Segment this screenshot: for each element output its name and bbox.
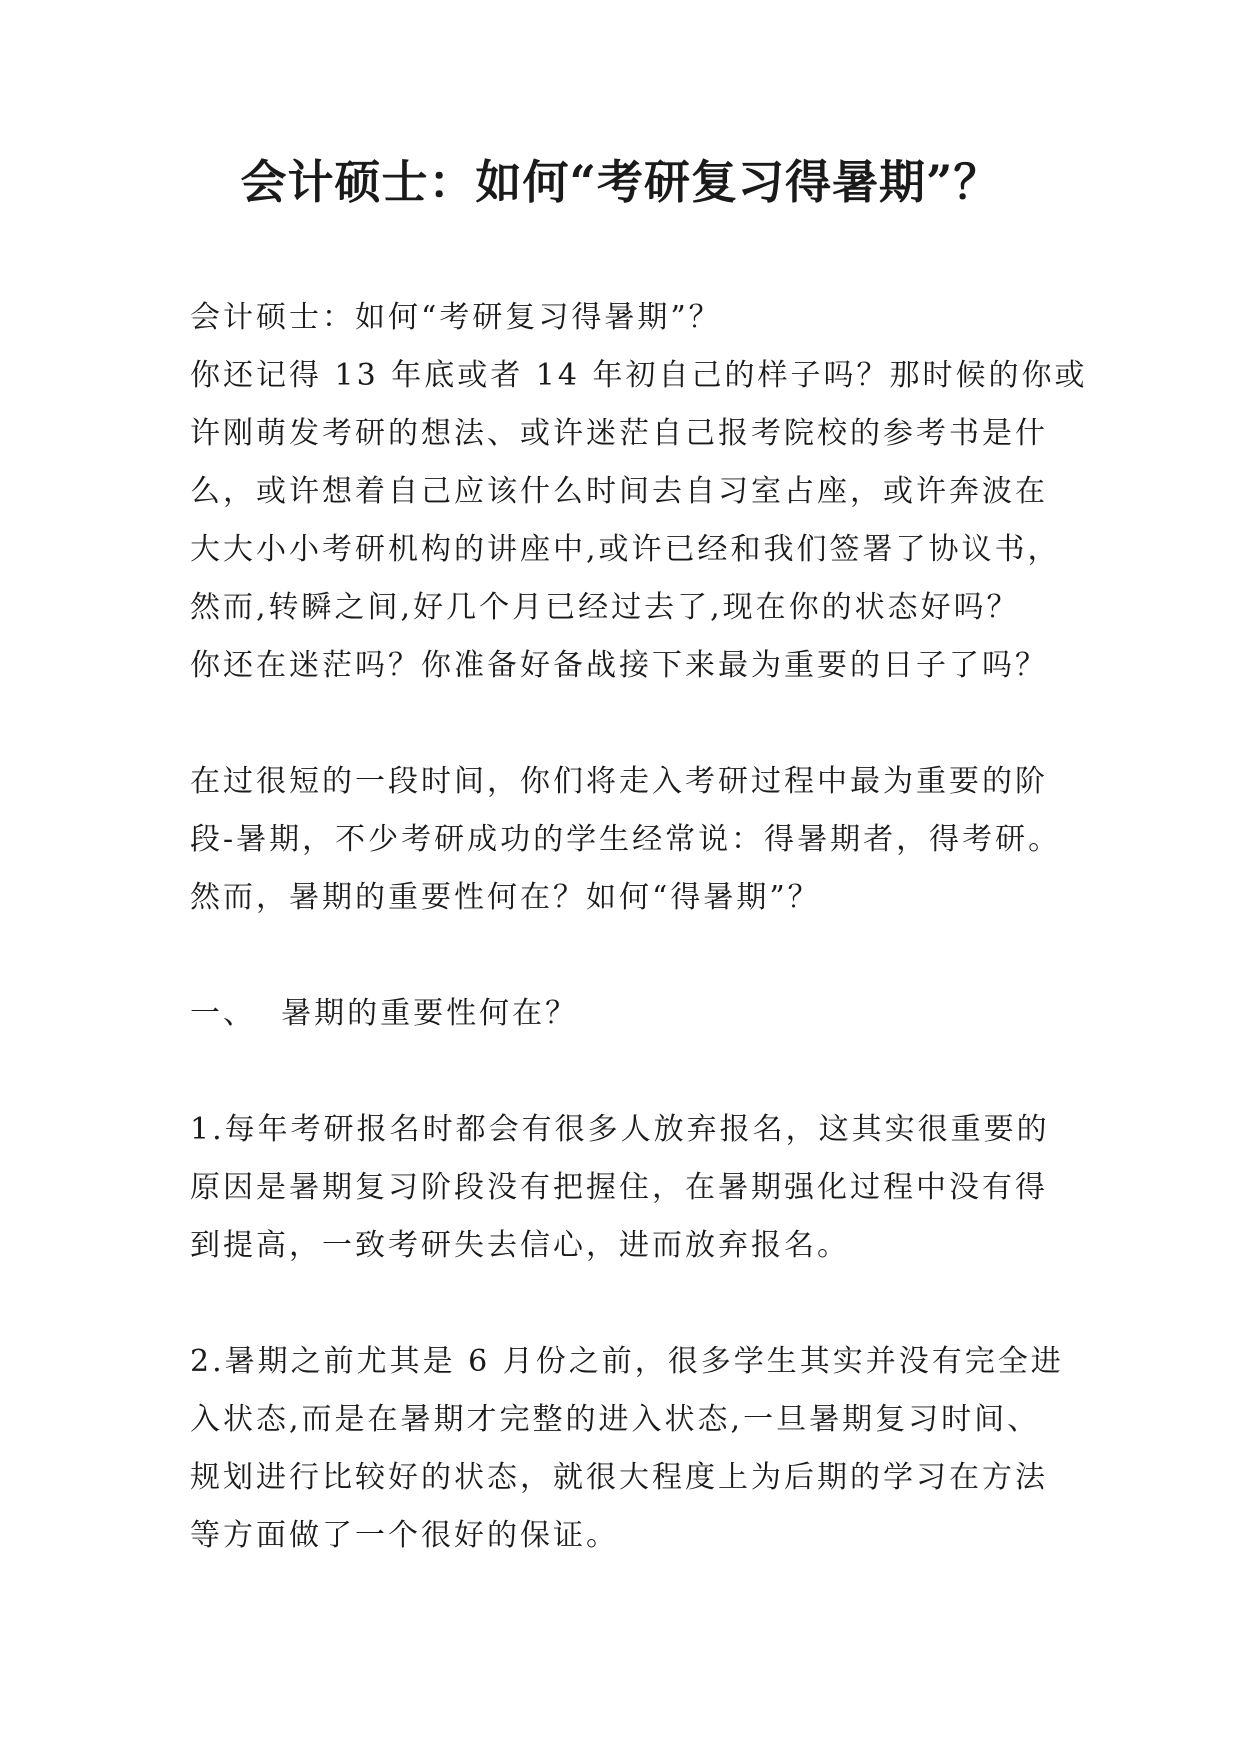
point2-line: 2.暑期之前尤其是 6 月份之前，很多学生其实并没有完全进 (190, 1344, 1064, 1379)
paragraph2-line: 在过很短的一段时间，你们将走入考研过程中最为重要的阶 (190, 764, 1048, 799)
point1-line: 原因是暑期复习阶段没有把握住，在暑期强化过程中没有得 (190, 1170, 1048, 1205)
paragraph2-line: 然而，暑期的重要性何在？如何“得暑期”？ (190, 880, 821, 915)
point1-line: 到提高，一致考研失去信心，进而放弃报名。 (190, 1228, 850, 1263)
point1-line: 1.每年考研报名时都会有很多人放弃报名，这其实很重要的 (190, 1112, 1050, 1147)
document-title: 会计硕士：如何“考研复习得暑期”？ (240, 155, 1001, 209)
paragraph1-line: 然而,转瞬之间,好几个月已经过去了,现在你的状态好吗？ (190, 590, 1020, 625)
intro-heading: 会计硕士：如何“考研复习得暑期”？ (190, 300, 722, 335)
paragraph1-line: 么，或许想着自己应该什么时间去自习室占座，或许奔波在 (190, 474, 1048, 509)
section1-heading: 一、 暑期的重要性何在？ (190, 996, 579, 1031)
paragraph2-line: 段-暑期，不少考研成功的学生经常说：得暑期者，得考研。 (190, 822, 1062, 857)
point2-line: 规划进行比较好的状态，就很大程度上为后期的学习在方法 (190, 1460, 1048, 1495)
paragraph1-line: 你还记得 13 年底或者 14 年初自己的样子吗？那时候的你或 (190, 358, 1088, 393)
paragraph1-line: 你还在迷茫吗？你准备好备战接下来最为重要的日子了吗？ (190, 648, 1048, 683)
point2-line: 等方面做了一个很好的保证。 (190, 1518, 619, 1553)
point2-line: 入状态,而是在暑期才完整的进入状态,一旦暑期复习时间、 (190, 1402, 1041, 1437)
paragraph1-line: 许刚萌发考研的想法、或许迷茫自己报考院校的参考书是什 (190, 416, 1048, 451)
paragraph1-line: 大大小小考研机构的讲座中,或许已经和我们签署了协议书， (190, 532, 1061, 567)
